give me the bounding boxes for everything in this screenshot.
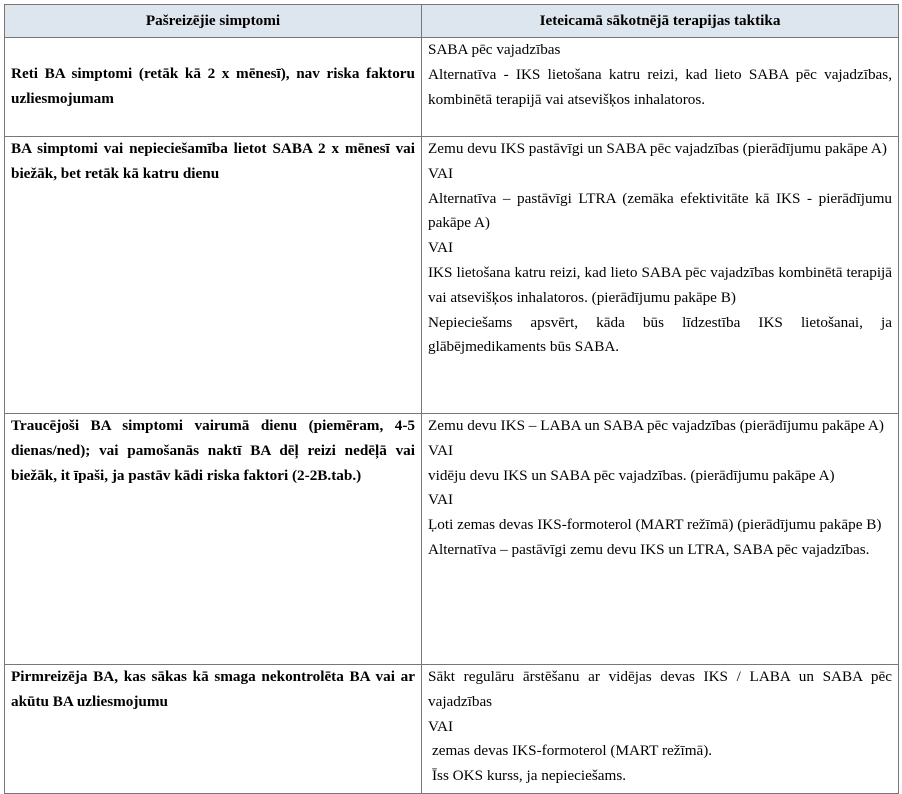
tactic-or: VAI <box>428 441 454 459</box>
therapy-table <box>4 4 899 794</box>
table-footnote-cutoff <box>4 777 899 787</box>
tactic-or: VAI <box>428 239 454 257</box>
tactic-line: Alternatīva – pastāvīgi LTRA (zemāka efektivitāte kā IKS - pierādījumu pakāpe A) <box>428 189 892 232</box>
tactic-line: Sākt regulāru ārstēšanu ar vidējas devas IKS / LABA un SABA pēc vajadzības <box>428 668 892 710</box>
tactic-line: Īss OKS kurss, ja nepieciešams. <box>432 767 627 785</box>
symptoms-text: Pirmreizēja BA, kas sākas kā smaga nekontrolēta BA vai ar akūtu BA uzliesmojumu <box>11 668 415 710</box>
symptoms-cell <box>5 38 422 137</box>
symptoms-cell <box>5 137 422 414</box>
header-current-symptoms: Pašreizējie simptomi <box>5 5 422 38</box>
symptoms-cell <box>5 414 422 665</box>
tactic-line: IKS lietošana katru reizi, kad lieto SABA pēc vajadzības kombinētā terapijā vai atsevišķos inhalatoros. (pierādījumu pakāpe B) <box>428 263 892 306</box>
symptoms-text: BA simptomi vai nepieciešamība lietot SABA 2 x mēnesī vai biežāk, bet retāk kā katru dienu <box>11 140 415 182</box>
tactic-or: VAI <box>428 164 454 182</box>
table-row <box>5 665 899 794</box>
tactic-line: Alternatīva - IKS lietošana katru reizi, kad lieto SABA pēc vajadzības, kombinētā terapijā vai atsevišķos inhalatoros. <box>428 65 892 108</box>
tactic-line: SABA pēc vajadzības <box>428 41 561 58</box>
tactic-line: vidēju devu IKS un SABA pēc vajadzības. (pierādījumu pakāpe A) <box>428 466 835 484</box>
table-row <box>5 38 899 137</box>
table-row <box>5 137 899 414</box>
header-recommended-tactics: Ieteicamā sākotnējā terapijas taktika <box>422 5 899 38</box>
symptoms-text: Traucējoši BA simptomi vairumā dienu (piemēram, 4-5 dienas/ned); vai pamošanās naktī BA dēļ reizi nedēļā vai biežāk, it īpaši, ja pastāv kādi riska faktori (2-2B.tab.) <box>11 417 415 484</box>
tactic-line: Ļoti zemas devas IKS-formoterol (MART režīmā) (pierādījumu pakāpe B) <box>428 516 882 534</box>
table-header-row <box>5 5 899 38</box>
tactics-cell <box>422 38 899 137</box>
symptoms-cell <box>5 665 422 794</box>
tactics-cell <box>422 137 899 414</box>
tactic-or: VAI <box>428 717 454 735</box>
therapy-table-container <box>4 4 898 794</box>
tactics-cell <box>422 665 899 794</box>
tactics-cell <box>422 414 899 665</box>
symptoms-text: Reti BA simptomi (retāk kā 2 x mēnesī), nav riska faktoru uzliesmojumam <box>11 65 415 107</box>
tactic-or: VAI <box>428 491 454 509</box>
tactic-line: Alternatīva – pastāvīgi zemu devu IKS un LTRA, SABA pēc vajadzības. <box>428 540 870 558</box>
tactic-line: Nepieciešams apsvērt, kāda būs līdzestība IKS lietošanai, ja glābējmedikaments būs SABA. <box>428 313 892 356</box>
tactic-line: Zemu devu IKS pastāvīgi un SABA pēc vajadzības (pierādījumu pakāpe A) <box>428 140 887 157</box>
tactic-line: zemas devas IKS-formoterol (MART režīmā). <box>432 742 713 760</box>
tactic-line: Zemu devu IKS – LABA un SABA pēc vajadzības (pierādījumu pakāpe A) <box>428 417 884 434</box>
table-row <box>5 414 899 665</box>
